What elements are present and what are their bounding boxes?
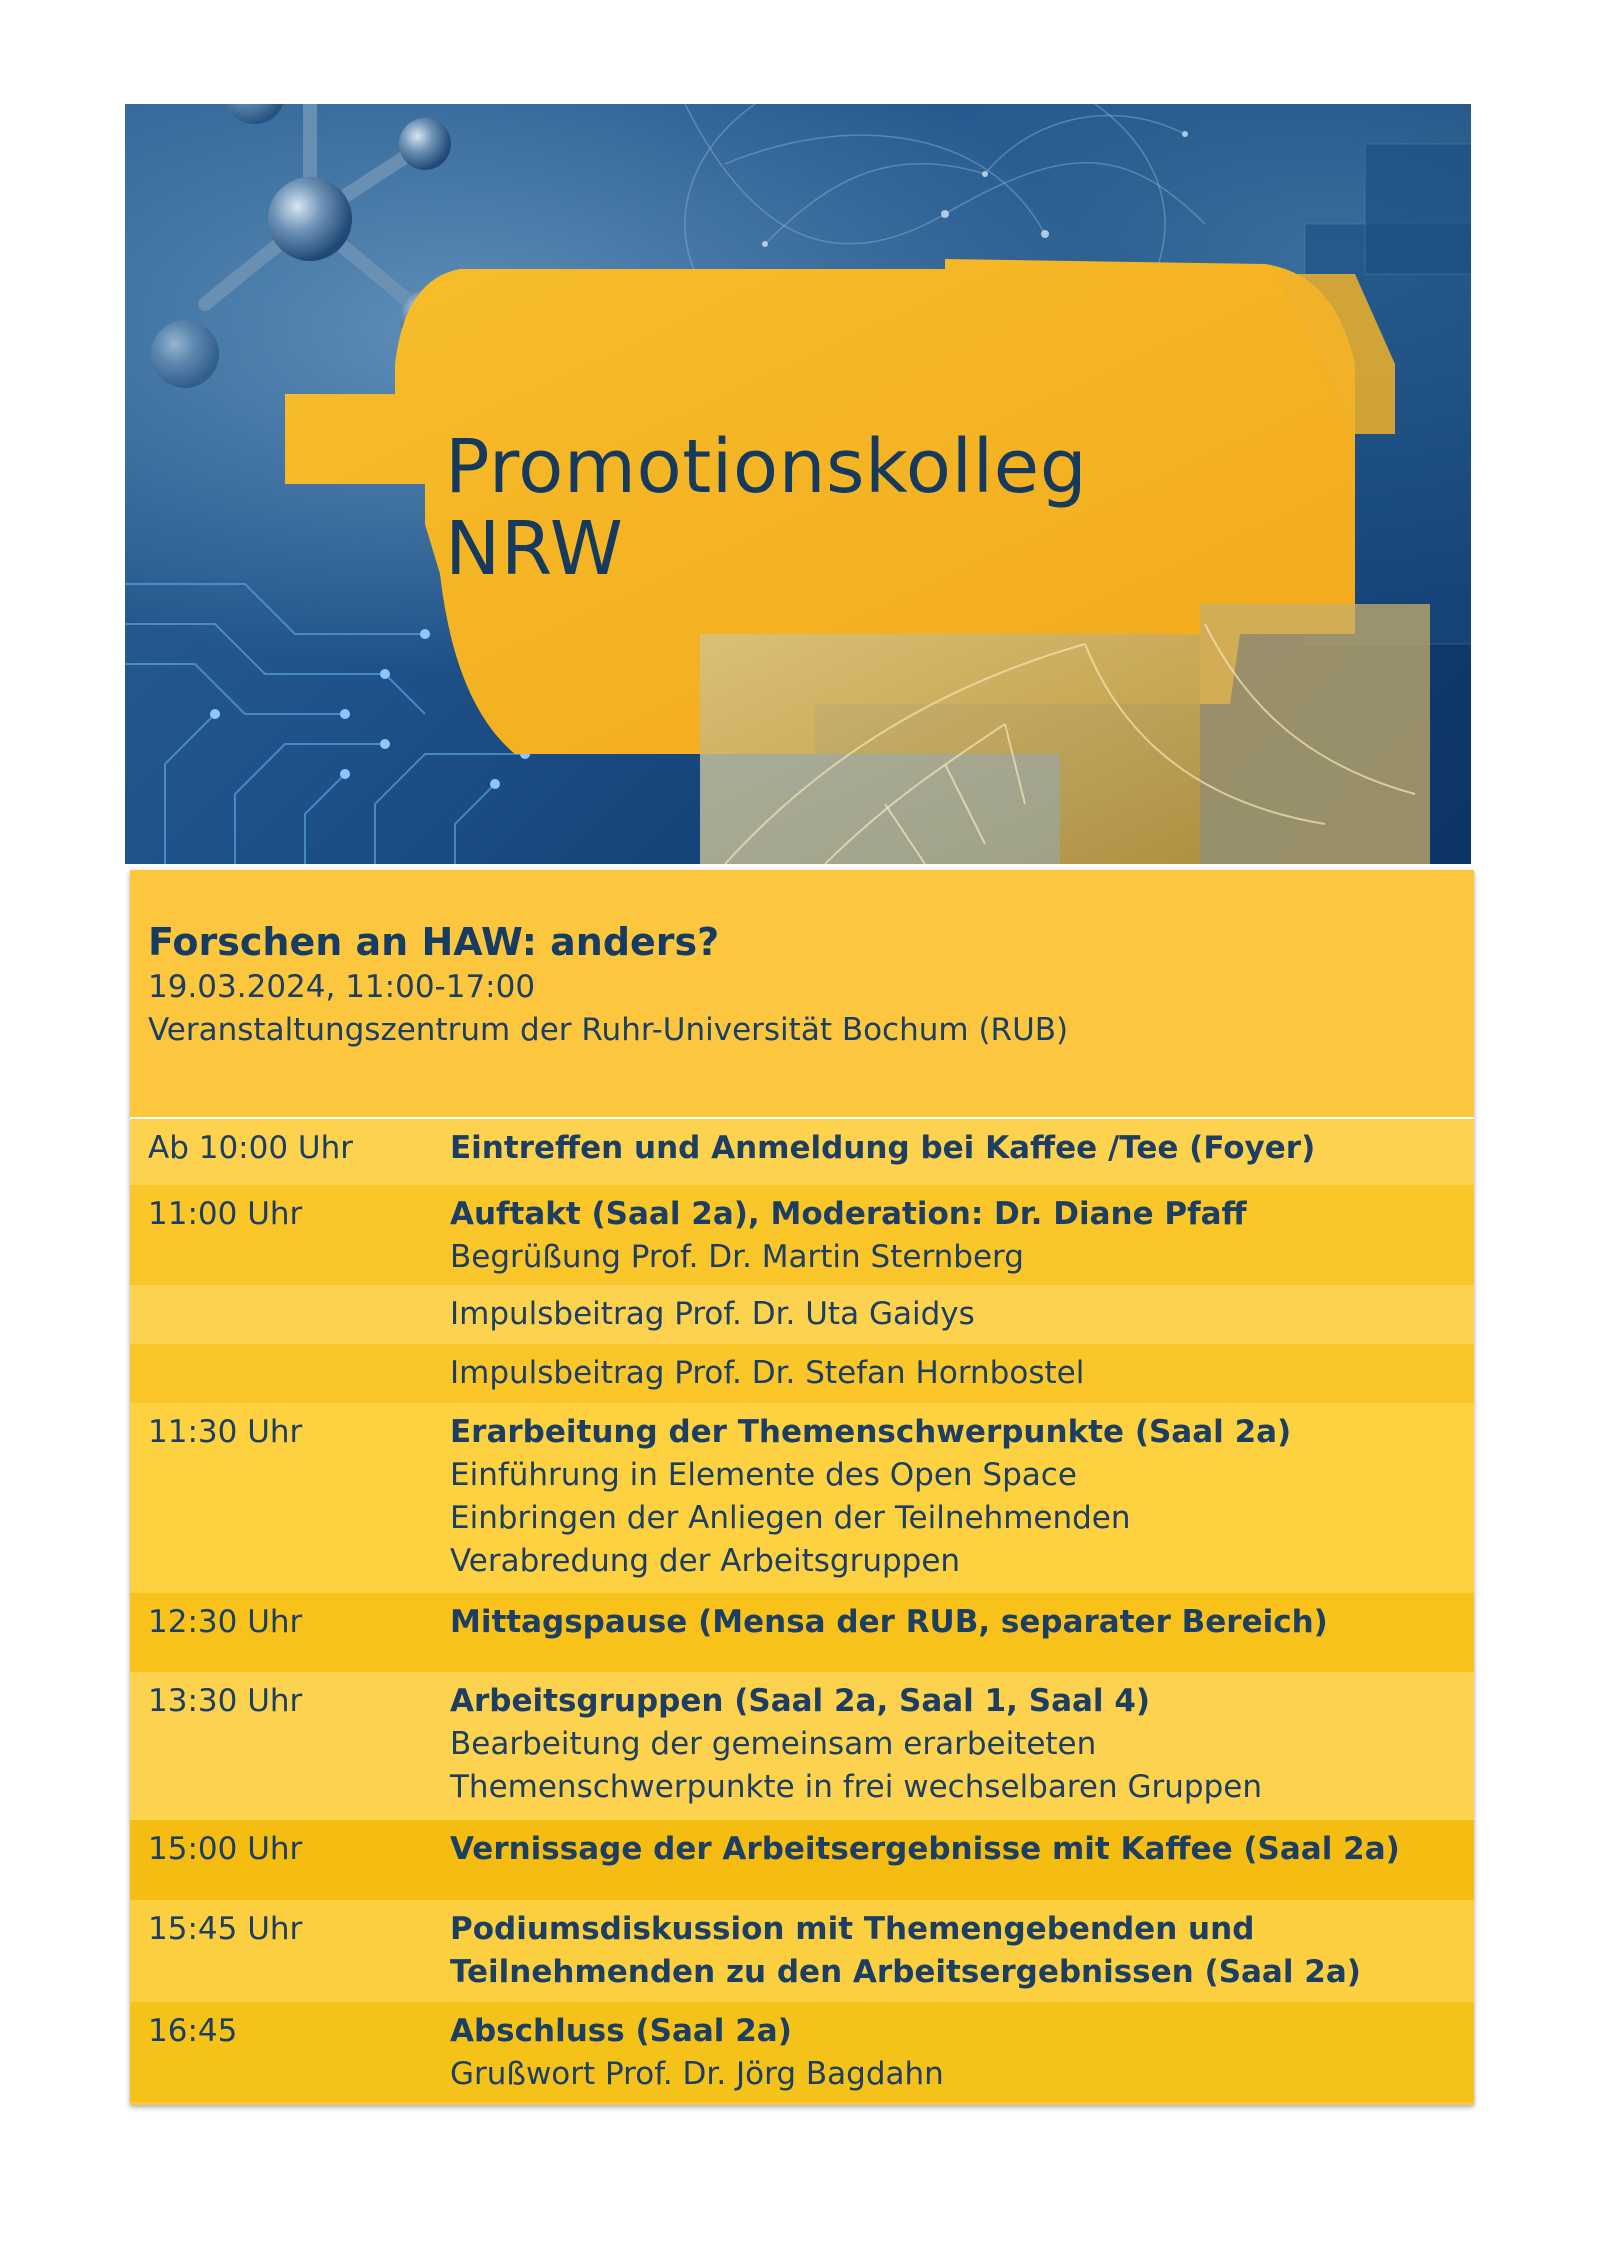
schedule-time: 11:30 Uhr xyxy=(148,1414,303,1450)
schedule-row xyxy=(130,1285,1474,1344)
schedule-content xyxy=(450,1828,1400,1871)
schedule-item-title: Auftakt (Saal 2a), Moderation: Dr. Diane Pfaff xyxy=(450,1196,1247,1232)
schedule-item-detail: Grußwort Prof. Dr. Jörg Bagdahn xyxy=(450,2056,944,2092)
schedule-content xyxy=(450,1352,1084,1395)
schedule-item-detail: Einführung in Elemente des Open Space xyxy=(450,1457,1077,1493)
schedule-content xyxy=(450,1127,1315,1170)
banner-title xyxy=(445,426,1087,590)
schedule-content xyxy=(450,2010,944,2096)
schedule-row xyxy=(130,2002,1474,2102)
schedule-item-detail: Themenschwerpunkte in frei wechselbaren Gruppen xyxy=(450,1769,1262,1805)
schedule-time: 12:30 Uhr xyxy=(148,1604,303,1640)
schedule-item-detail: Bearbeitung der gemeinsam erarbeiteten xyxy=(450,1726,1097,1762)
schedule-item-title: Vernissage der Arbeitsergebnisse mit Kaffee (Saal 2a) xyxy=(450,1831,1400,1867)
schedule-content xyxy=(450,1193,1247,1279)
event-header xyxy=(148,918,1068,1052)
schedule-time: 15:45 Uhr xyxy=(148,1911,303,1947)
schedule-item-detail: Impulsbeitrag Prof. Dr. Uta Gaidys xyxy=(450,1296,975,1332)
schedule-content xyxy=(450,1908,1361,1994)
schedule-table xyxy=(130,1117,1474,2102)
schedule-row xyxy=(130,1185,1474,1285)
schedule-time: 15:00 Uhr xyxy=(148,1831,303,1867)
schedule-item-detail: Verabredung der Arbeitsgruppen xyxy=(450,1543,961,1579)
schedule-row xyxy=(130,1119,1474,1185)
schedule-content xyxy=(450,1293,975,1336)
schedule-row xyxy=(130,1900,1474,2002)
schedule-item-title: Arbeitsgruppen (Saal 2a, Saal 1, Saal 4) xyxy=(450,1683,1151,1719)
leaf-image xyxy=(700,604,1430,864)
schedule-content xyxy=(450,1411,1291,1583)
schedule-time: 16:45 xyxy=(148,2013,238,2049)
schedule-item-title: Abschluss (Saal 2a) xyxy=(450,2013,792,2049)
event-venue: Veranstaltungszentrum der Ruhr-Universität Bochum (RUB) xyxy=(148,1012,1069,1048)
schedule-item-title: Teilnehmenden zu den Arbeitsergebnissen (Saal 2a) xyxy=(450,1954,1361,1990)
schedule-time: 13:30 Uhr xyxy=(148,1683,303,1719)
banner-title-line1: Promotionskolleg xyxy=(445,424,1088,510)
schedule-content xyxy=(450,1680,1262,1809)
schedule-item-title: Erarbeitung der Themenschwerpunkte (Saal 2a) xyxy=(450,1414,1292,1450)
schedule-row xyxy=(130,1820,1474,1900)
schedule-content xyxy=(450,1601,1328,1644)
event-title: Forschen an HAW: anders? xyxy=(148,920,720,964)
schedule-row xyxy=(130,1672,1474,1820)
schedule-time: 11:00 Uhr xyxy=(148,1196,303,1232)
program-panel xyxy=(130,870,1474,2105)
schedule-item-detail: Einbringen der Anliegen der Teilnehmenden xyxy=(450,1500,1131,1536)
schedule-item-detail: Begrüßung Prof. Dr. Martin Sternberg xyxy=(450,1239,1024,1275)
banner-title-line2: NRW xyxy=(445,506,624,592)
schedule-time: Ab 10:00 Uhr xyxy=(148,1130,354,1166)
schedule-row xyxy=(130,1344,1474,1403)
event-date: 19.03.2024, 11:00-17:00 xyxy=(148,969,536,1005)
header-banner xyxy=(125,104,1471,864)
schedule-item-detail: Impulsbeitrag Prof. Dr. Stefan Hornbostel xyxy=(450,1355,1085,1391)
schedule-item-title: Eintreffen und Anmeldung bei Kaffee /Tee (Foyer) xyxy=(450,1130,1316,1166)
schedule-row xyxy=(130,1593,1474,1672)
schedule-item-title: Podiumsdiskussion mit Themengebenden und xyxy=(450,1911,1255,1947)
schedule-row xyxy=(130,1403,1474,1593)
schedule-item-title: Mittagspause (Mensa der RUB, separater Bereich) xyxy=(450,1604,1328,1640)
molecule-atom-icon xyxy=(268,177,352,261)
